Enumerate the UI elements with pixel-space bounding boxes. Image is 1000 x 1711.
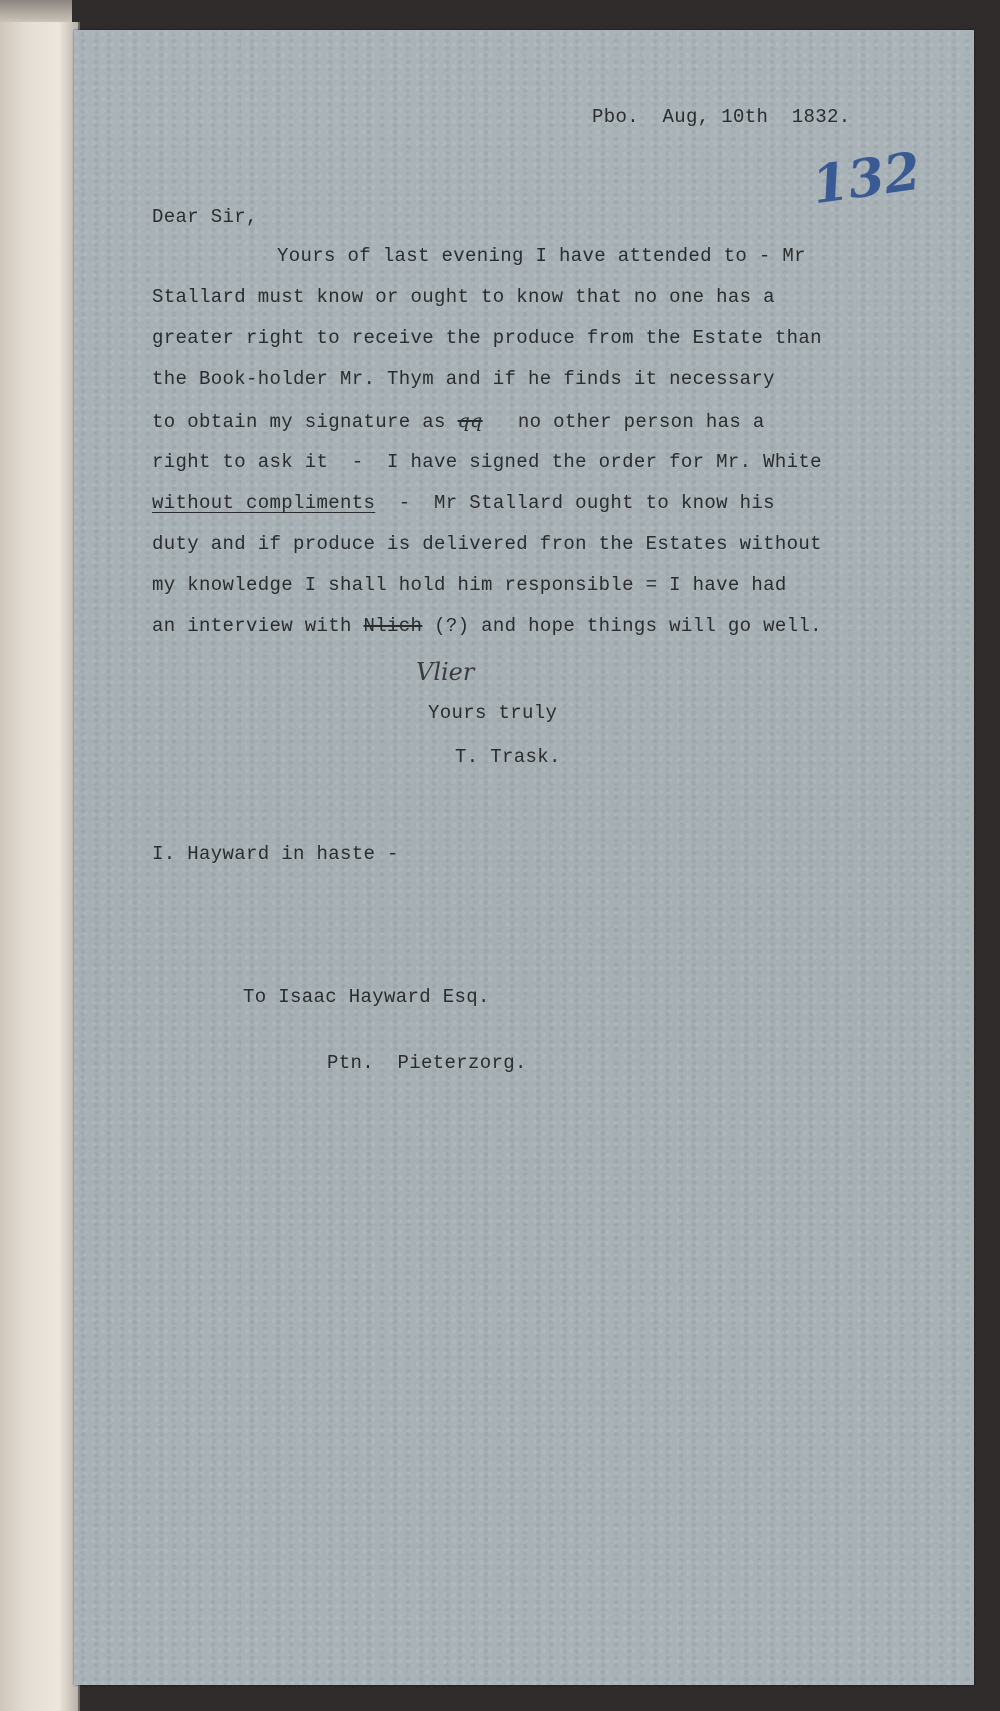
body-line-7-end: - Mr Stallard ought to know his bbox=[375, 492, 775, 514]
body-line-3: greater right to receive the produce from the Estate than bbox=[152, 327, 822, 349]
book-spine-top bbox=[0, 0, 72, 22]
body-line-10-start: an interview with bbox=[152, 615, 364, 637]
body-line-10-end: (?) and hope things will go well. bbox=[422, 615, 822, 637]
body-line-7 bbox=[152, 492, 775, 514]
body-line-8: duty and if produce is delivered fron the Estates without bbox=[152, 533, 822, 555]
body-line-4: the Book-holder Mr. Thym and if he finds it necessary bbox=[152, 368, 775, 390]
body-line-5-end: no other person has a bbox=[482, 411, 765, 433]
letter-page bbox=[74, 30, 974, 1685]
body-line-6: right to ask it - I have signed the order for Mr. White bbox=[152, 451, 822, 473]
body-line-5 bbox=[152, 410, 765, 433]
closing: Yours truly bbox=[428, 702, 558, 724]
dateline: Pbo. Aug, 10th 1832. bbox=[592, 106, 851, 128]
body-line-2: Stallard must know or ought to know that no one has a bbox=[152, 286, 775, 308]
underlined-phrase: without compliments bbox=[152, 492, 376, 514]
book-page-edge bbox=[0, 22, 80, 1711]
salutation: Dear Sir, bbox=[152, 206, 258, 228]
body-line-5-start: to obtain my signature as bbox=[152, 411, 458, 433]
struck-name: Nlich bbox=[363, 615, 423, 637]
page-number-annotation: 132 bbox=[808, 140, 925, 217]
signature: T. Trask. bbox=[455, 746, 561, 768]
body-line-9: my knowledge I shall hold him responsible = I have had bbox=[152, 574, 787, 596]
postscript: I. Hayward in haste - bbox=[152, 843, 399, 865]
struck-word: qq bbox=[457, 410, 483, 432]
address-line-2: Ptn. Pieterzorg. bbox=[327, 1052, 527, 1074]
body-line-1: Yours of last evening I have attended to - Mr bbox=[277, 245, 806, 267]
address-line-1: To Isaac Hayward Esq. bbox=[243, 986, 490, 1008]
body-line-10 bbox=[152, 615, 822, 637]
handwritten-correction: Vlier bbox=[416, 658, 475, 686]
